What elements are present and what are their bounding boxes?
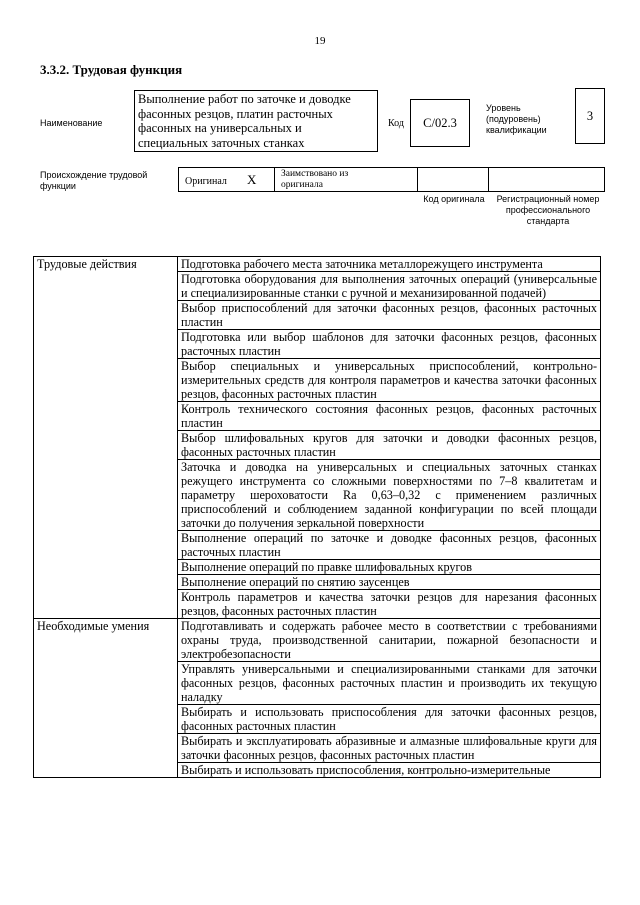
section-item-cell: Заточка и доводка на универсальных и специальных заточных станках режущего инструмента со сложными поверхностями по 7–8 квалитетам и параметру шероховатости Ra 0,63–0,32 с применением различных приспособлений и соблюдением заданной конфигурации по всей площади заточки до получения зеркальной поверхности [178, 460, 601, 531]
section-item-cell: Подготовка оборудования для выполнения заточных операций (универсальные и специализированные станки с ручной и механизированной подачей) [178, 272, 601, 301]
reg-number-cell [488, 167, 605, 192]
table-row [34, 619, 601, 662]
section-item-cell: Выбирать и использовать приспособления, контрольно-измерительные [178, 763, 601, 778]
section-title: 3.3.2. Трудовая функция [40, 62, 183, 77]
section-item-cell: Контроль параметров и качества заточки резцов для нарезания фасонных резцов, фасонных расточных пластин [178, 590, 601, 619]
code-field: С/02.3 [410, 99, 470, 147]
section-item-cell: Подготовка рабочего места заточника металлорежущего инструмента [178, 257, 601, 272]
level-label: Уровень (подуровень) квалификации [486, 103, 547, 135]
section-item-cell: Выбирать и использовать приспособления для заточки фасонных резцов, фасонных расточных пластин [178, 705, 601, 734]
level-field: 3 [575, 88, 605, 144]
page-number: 19 [314, 35, 326, 47]
section-item-cell: Подготовка или выбор шаблонов для заточки фасонных резцов, фасонных расточных пластин [178, 330, 601, 359]
code-label: Код [388, 118, 404, 129]
section-item-cell: Контроль технического состояния фасонных резцов, фасонных расточных пластин [178, 402, 601, 431]
section-item-cell: Выполнение операций по правке шлифовальных кругов [178, 560, 601, 575]
function-name-field: Выполнение работ по заточке и доводке фасонных резцов, платин расточных фасонных на универсальных и специальных заточных станках [134, 90, 378, 152]
section-name-cell: Необходимые умения [34, 619, 178, 778]
reg-number-caption: Регистрационный номер профессионального стандарта [496, 194, 600, 226]
section-item-cell: Выбор специальных и универсальных приспособлений, контрольно-измерительных средств для контроля параметров и качества заточки фасонных резцов, фасонных расточных пластин [178, 359, 601, 402]
section-item-cell: Управлять универсальными и специализированными станками для заточки фасонных резцов, фасонных расточных пластин и производить их текущую наладку [178, 662, 601, 705]
duties-table [33, 256, 601, 778]
section-item-cell: Выполнение операций по заточке и доводке фасонных резцов, фасонных расточных пластин [178, 531, 601, 560]
name-label: Наименование [40, 118, 103, 128]
original-mark: X [247, 172, 257, 187]
origin-label: Происхождение трудовой функции [40, 170, 148, 191]
original-cell [178, 167, 275, 192]
original-label: Оригинал [185, 176, 227, 187]
borrowed-cell [274, 167, 418, 192]
section-item-cell: Выбирать и эксплуатировать абразивные и алмазные шлифовальные круги для заточки фасонных резцов, фасонных расточных пластин [178, 734, 601, 763]
section-item-cell: Выбор приспособлений для заточки фасонных резцов, фасонных расточных пластин [178, 301, 601, 330]
borrowed-label: Заимствовано из оригинала [281, 169, 349, 190]
section-item-cell: Выполнение операций по снятию заусенцев [178, 575, 601, 590]
origin-code-cell [417, 167, 489, 192]
section-item-cell: Подготавливать и содержать рабочее место в соответствии с требованиями охраны труда, производственной санитарии, пожарной безопасности и электробезопасности [178, 619, 601, 662]
section-name-cell: Трудовые действия [34, 257, 178, 619]
table-row [34, 257, 601, 272]
origin-code-caption: Код оригинала [423, 194, 485, 204]
section-item-cell: Выбор шлифовальных кругов для заточки и доводки фасонных резцов, фасонных расточных пластин [178, 431, 601, 460]
